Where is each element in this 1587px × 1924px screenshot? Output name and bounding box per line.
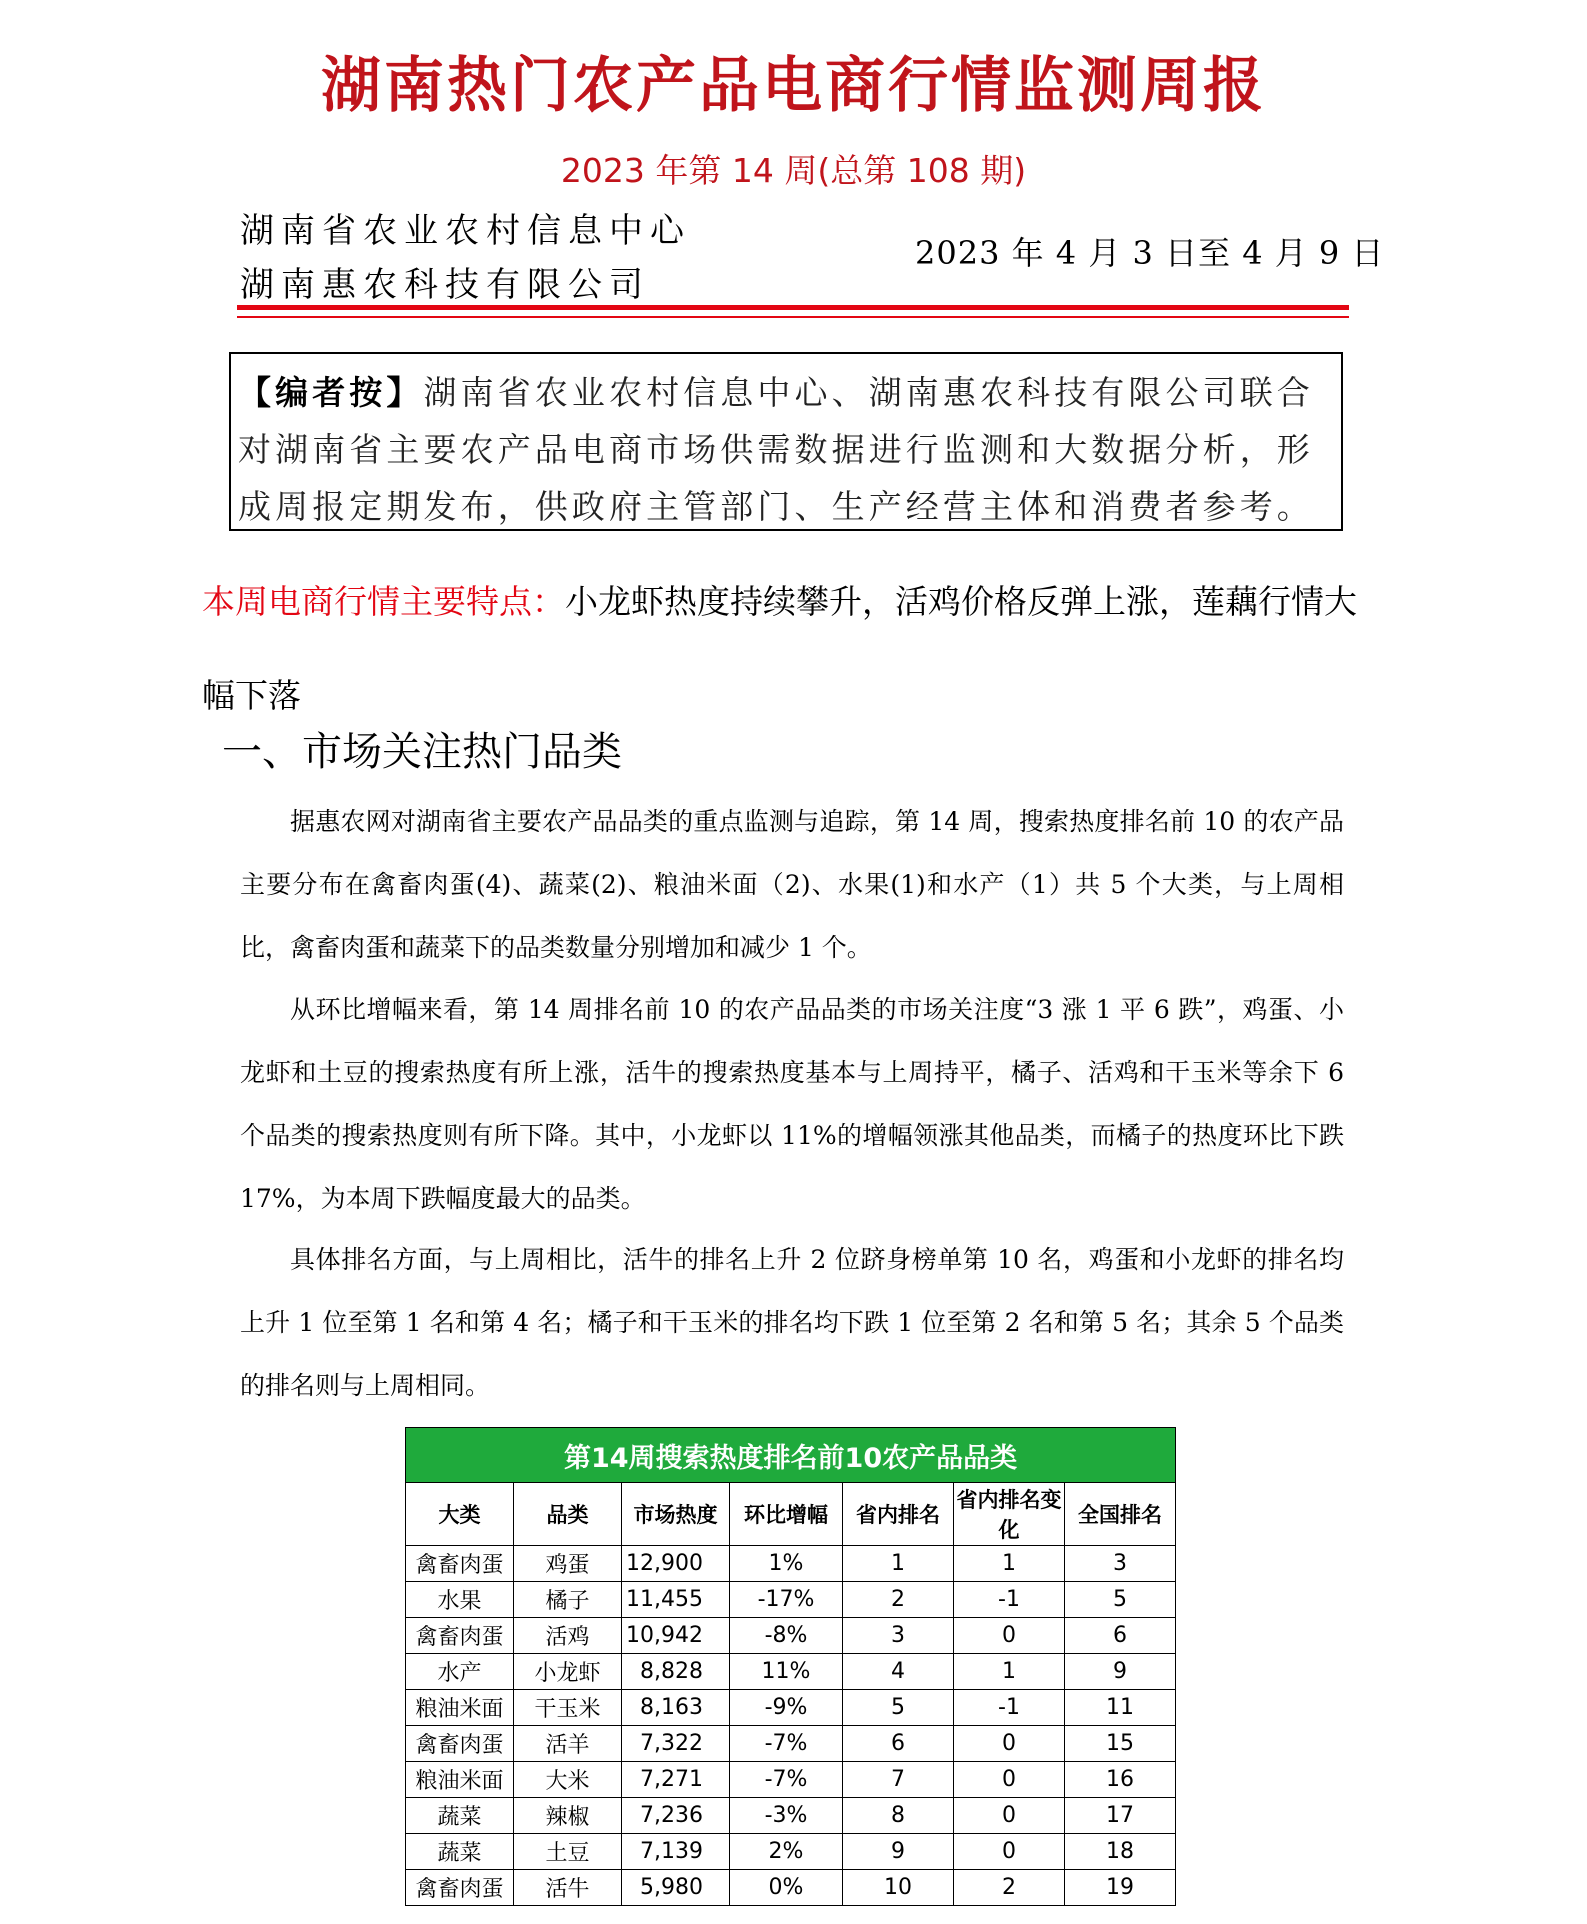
table-cell: 蔬菜 xyxy=(406,1798,514,1834)
table-cell: 5,980 xyxy=(622,1870,730,1906)
table-cell: 12,900 xyxy=(622,1546,730,1582)
table-cell: 水产 xyxy=(406,1654,514,1690)
column-header: 大类 xyxy=(406,1483,514,1546)
header-divider xyxy=(237,305,1349,310)
highlight-label: 本周电商行情主要特点： xyxy=(202,582,565,621)
table-cell: 0 xyxy=(954,1726,1065,1762)
table-cell: -1 xyxy=(954,1582,1065,1618)
column-header: 全国排名 xyxy=(1065,1483,1176,1546)
publisher-name: 湖南惠农科技有限公司 xyxy=(240,265,650,305)
table-cell: 小龙虾 xyxy=(514,1654,622,1690)
table-cell: 7,139 xyxy=(622,1834,730,1870)
table-cell: 活羊 xyxy=(514,1726,622,1762)
table-cell: 橘子 xyxy=(514,1582,622,1618)
highlight-text: 小龙虾热度持续攀升，活鸡价格反弹上涨，莲藕行情大幅下落 xyxy=(202,582,1357,715)
table-row xyxy=(406,1690,1176,1726)
table-cell: 1 xyxy=(954,1654,1065,1690)
editor-note-label: 【编者按】 xyxy=(238,373,424,412)
table-row xyxy=(406,1582,1176,1618)
report-title: 湖南热门农产品电商行情监测周报 xyxy=(321,51,1266,121)
table-cell: 粮油米面 xyxy=(406,1690,514,1726)
section-heading: 一、市场关注热门品类 xyxy=(222,729,622,775)
table-cell: 6 xyxy=(1065,1618,1176,1654)
editor-note xyxy=(229,352,1343,531)
table-cell: -9% xyxy=(730,1690,843,1726)
weekly-highlight xyxy=(202,555,1382,743)
column-header: 省内排名 xyxy=(843,1483,954,1546)
table-row xyxy=(406,1654,1176,1690)
editor-note-text: 湖南省农业农村信息中心、湖南惠农科技有限公司联合对湖南省主要农产品电商市场供需数据进行监测和大数据分析，形成周报定期发布，供政府主管部门、生产经营主体和消费者参考。 xyxy=(238,373,1314,526)
paragraph: 具体排名方面，与上周相比，活牛的排名上升 2 位跻身榜单第 10 名，鸡蛋和小龙虾的排名均上升 1 位至第 1 名和第 4 名；橘子和干玉米的排名均下跌 1 位至第 2 名和第 5 名；其余 5 个品类的排名则与上周相同。 xyxy=(240,1245,1344,1400)
table-cell: 8,163 xyxy=(622,1690,730,1726)
table-cell: 2 xyxy=(843,1582,954,1618)
column-header: 省内排名变化 xyxy=(954,1483,1065,1546)
table-cell: 7,271 xyxy=(622,1762,730,1798)
column-header: 品类 xyxy=(514,1483,622,1546)
table-cell: 15 xyxy=(1065,1726,1176,1762)
table-cell: -3% xyxy=(730,1798,843,1834)
paragraph: 从环比增幅来看，第 14 周排名前 10 的农产品品类的市场关注度“3 涨 1 平 6 跌”，鸡蛋、小龙虾和土豆的搜索热度有所上涨，活牛的搜索热度基本与上周持平，橘子、活鸡和干玉米等余下 6 个品类的搜索热度则有所下降。其中，小龙虾以 11%的增幅领涨其他品类，而橘子的热度环比下跌 17%，为本周下跌幅度最大的品类。 xyxy=(240,995,1344,1213)
table-cell: 水果 xyxy=(406,1582,514,1618)
table-cell: 7,236 xyxy=(622,1798,730,1834)
header-divider-thin xyxy=(237,316,1349,318)
table-cell: 11,455 xyxy=(622,1582,730,1618)
table-cell: 活牛 xyxy=(514,1870,622,1906)
table-cell: 鸡蛋 xyxy=(514,1546,622,1582)
table-cell: 5 xyxy=(843,1690,954,1726)
table-cell: 10 xyxy=(843,1870,954,1906)
report-issue: 2023 年第 14 周(总第 108 期) xyxy=(560,151,1027,190)
table-cell: 3 xyxy=(843,1618,954,1654)
table-cell: 干玉米 xyxy=(514,1690,622,1726)
publisher-name: 湖南省农业农村信息中心 xyxy=(240,211,691,251)
table-row xyxy=(406,1834,1176,1870)
table-row xyxy=(406,1618,1176,1654)
table-cell: 0 xyxy=(954,1618,1065,1654)
table-cell: 11 xyxy=(1065,1690,1176,1726)
table-cell: 9 xyxy=(843,1834,954,1870)
table-cell: 2% xyxy=(730,1834,843,1870)
table-header-row xyxy=(406,1483,1176,1546)
table-cell: -7% xyxy=(730,1726,843,1762)
table-cell: 4 xyxy=(843,1654,954,1690)
paragraph: 据惠农网对湖南省主要农产品品类的重点监测与追踪，第 14 周，搜索热度排名前 10 的农产品主要分布在禽畜肉蛋(4)、蔬菜(2)、粮油米面（2)、水果(1)和水产（1）共 5 个大类，与上周相比，禽畜肉蛋和蔬菜下的品类数量分别增加和减少 1 个。 xyxy=(240,807,1344,962)
table-row xyxy=(406,1726,1176,1762)
table-cell: 0 xyxy=(954,1762,1065,1798)
ranking-table xyxy=(405,1427,1176,1906)
table-cell: 1% xyxy=(730,1546,843,1582)
table-cell: 18 xyxy=(1065,1834,1176,1870)
table-cell: 7,322 xyxy=(622,1726,730,1762)
table-row xyxy=(406,1546,1176,1582)
table-cell: 禽畜肉蛋 xyxy=(406,1870,514,1906)
report-date-range: 2023 年 4 月 3 日至 4 月 9 日 xyxy=(915,234,1385,272)
table-cell: 粮油米面 xyxy=(406,1762,514,1798)
table-cell: 9 xyxy=(1065,1654,1176,1690)
table-cell: 0 xyxy=(954,1798,1065,1834)
table-row xyxy=(406,1870,1176,1906)
table-cell: 16 xyxy=(1065,1762,1176,1798)
table-cell: 17 xyxy=(1065,1798,1176,1834)
table-cell: -7% xyxy=(730,1762,843,1798)
table-cell: 大米 xyxy=(514,1762,622,1798)
table-caption: 第14周搜索热度排名前10农产品品类 xyxy=(406,1428,1176,1483)
table-cell: 1 xyxy=(954,1546,1065,1582)
table-cell: 11% xyxy=(730,1654,843,1690)
table-row xyxy=(406,1798,1176,1834)
table-cell: 禽畜肉蛋 xyxy=(406,1546,514,1582)
table-cell: 0 xyxy=(954,1834,1065,1870)
table-cell: 8,828 xyxy=(622,1654,730,1690)
table-row xyxy=(406,1762,1176,1798)
table-cell: 8 xyxy=(843,1798,954,1834)
table-cell: -17% xyxy=(730,1582,843,1618)
column-header: 市场热度 xyxy=(622,1483,730,1546)
table-cell: 土豆 xyxy=(514,1834,622,1870)
table-cell: 2 xyxy=(954,1870,1065,1906)
column-header: 环比增幅 xyxy=(730,1483,843,1546)
table-cell: 禽畜肉蛋 xyxy=(406,1726,514,1762)
table-cell: 禽畜肉蛋 xyxy=(406,1618,514,1654)
table-cell: 7 xyxy=(843,1762,954,1798)
table-cell: 10,942 xyxy=(622,1618,730,1654)
table-cell: 5 xyxy=(1065,1582,1176,1618)
table-cell: 蔬菜 xyxy=(406,1834,514,1870)
table-cell: 活鸡 xyxy=(514,1618,622,1654)
table-cell: 1 xyxy=(843,1546,954,1582)
table-cell: 0% xyxy=(730,1870,843,1906)
table-cell: 6 xyxy=(843,1726,954,1762)
table-cell: 3 xyxy=(1065,1546,1176,1582)
table-cell: 19 xyxy=(1065,1870,1176,1906)
table-cell: 辣椒 xyxy=(514,1798,622,1834)
table-cell: -8% xyxy=(730,1618,843,1654)
table-cell: -1 xyxy=(954,1690,1065,1726)
